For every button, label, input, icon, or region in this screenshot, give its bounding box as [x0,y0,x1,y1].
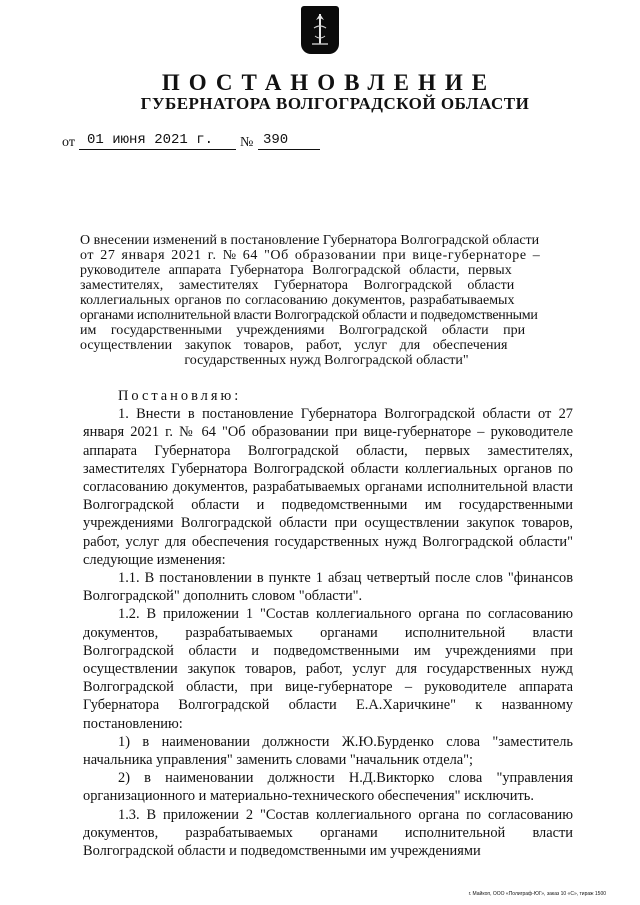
paragraph-1-3: 1.3. В приложении 2 "Состав коллегиального органа по согласованию документов, разрабатываемых органами исполнительной власти Волгоградской области и подведомственными им учреждениями [83,806,573,860]
print-info-footer: г. Майкоп, ООО «Полиграф-ЮГ», заказ 10 «С», тираж 1500 [468,891,606,897]
postanovlyayu-heading: Постановляю: [118,388,242,404]
subject-line: коллегиальных органов по согласованию документов, разрабатываемых [80,293,515,308]
number-field [258,132,320,150]
number-label: № [240,135,254,150]
document-title: ПОСТАНОВЛЕНИЕ [161,70,497,95]
paragraph-1-2-item-2: 2) в наименовании должности Н.Д.Викторко слова "управления организационного и материально-технического обеспечения" исключить. [83,770,573,805]
document-issuer: ГУБЕРНАТОРА ВОЛГОГРАДСКОЙ ОБЛАСТИ [140,94,530,113]
subject-line: государственных нужд Волгоградской области" [184,353,469,368]
from-label: от [62,135,75,150]
paragraph-1-1: 1.1. В постановлении в пункте 1 абзац четвертый после слов "финансов Волгоградской" дополнить словом "области". [83,570,573,605]
subject-line: О внесении изменений в постановление Губернатора Волгоградской области [80,233,540,248]
subject-line: заместителях, заместителях Губернатора Волгоградской области [80,278,515,293]
paragraph-1-2-item-1: 1) в наименовании должности Ж.Ю.Бурденко слова "заместитель начальника управления" заменить словами "начальник отдела"; [83,733,573,769]
date-value: 01 июня 2021 г. [87,132,214,148]
paragraph-1: 1. Внести в постановление Губернатора Волгоградской области от 27 января 2021 г. № 64 "Об образовании при вице-губернаторе – руководителе аппарата Губернатора Волгоградской области, первых заместителях, заместителях Губернатора Волгоградской области коллегиальных органов по согласованию документов, разрабатываемых органами исполнительной власти Волгоградской области и подведомственными им государственными учреждениями Волгоградской области при осуществлении закупок товаров, работ, услуг для обеспечения государственных нужд Волгоградской области" следующие изменения: [83,406,573,568]
date-field [79,132,236,150]
number-value: 390 [263,132,289,148]
emblem-icon [301,6,339,54]
subject-line: органами исполнительной власти Волгоградской области и подведомственными [80,308,538,323]
document-body [83,387,573,860]
subject-line: от 27 января 2021 г. № 64 "Об образовании при вице-губернаторе – [80,248,541,263]
subject-line: им государственными учреждениями Волгоградской области при [80,323,526,338]
paragraph-1-2: 1.2. В приложении 1 "Состав коллегиального органа по согласованию документов, разрабатываемых органами исполнительной власти Волгоградской области и подведомственными им учреждениями при осуществлении закупок товаров, работ, услуг для государственных нужд Волгоградской области, при вице-губернаторе – руководителе аппарата Губернатора Волгоградской области Е.А.Харичкине" к названному постановлению: [83,606,573,732]
subject-line: осуществлении закупок товаров, работ, услуг для обеспечения [80,338,508,353]
subject-line: руководителе аппарата Губернатора Волгоградской области, первых [80,263,512,278]
coat-of-arms-emblem [301,6,339,54]
document-subject [80,233,573,368]
